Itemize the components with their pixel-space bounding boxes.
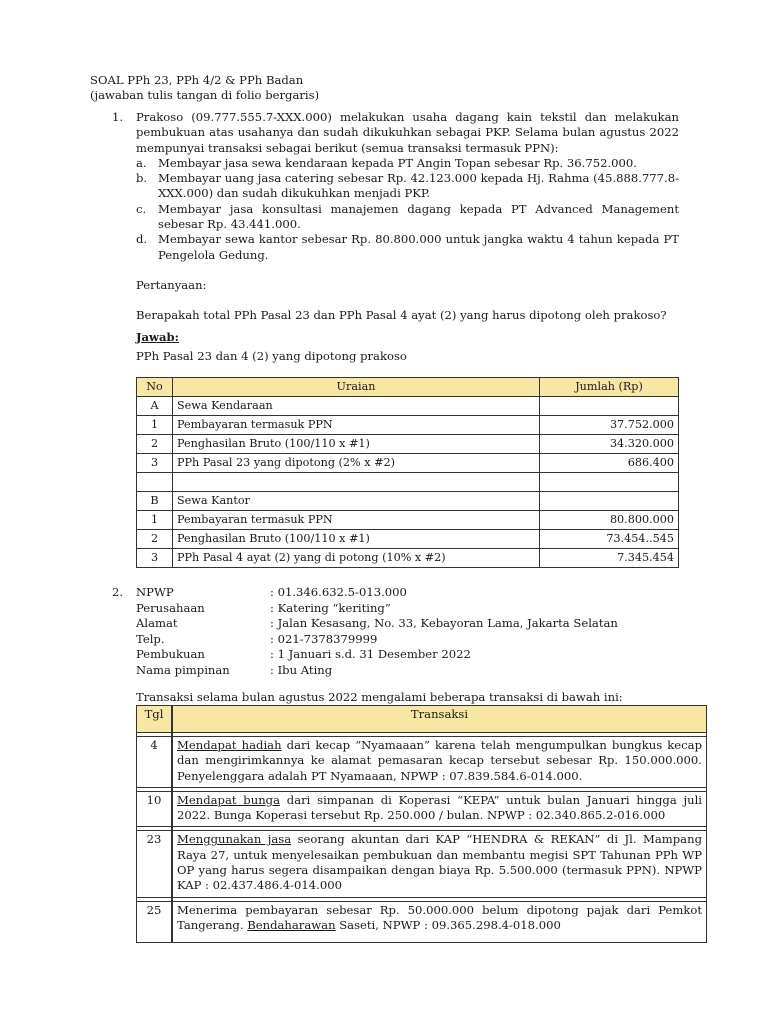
table-cell: [137, 473, 173, 492]
info-key: Pembukuan: [136, 647, 205, 661]
info-key: NPWP: [136, 585, 174, 599]
list-item-label: b.: [136, 171, 148, 186]
table-cell: [172, 901, 707, 943]
transaction-detail: dari simpanan di Koperasi “KEPA” untuk bulan Januari hingga juli 2022. Bunga Koperasi tersebut Rp. 250.000 / bulan. NPWP : 02.340.865.2-016.000: [177, 792, 702, 823]
table-cell: 1: [137, 416, 173, 435]
table-cell: 3: [137, 454, 173, 473]
list-item: [136, 232, 679, 263]
table-header-row: [136, 705, 707, 733]
list-item-text: Membayar jasa konsultasi manajemen dagang kepada PT Advanced Management sebesar Rp. 43.441.000.: [158, 201, 679, 232]
list-item-text: Membayar sewa kantor sebesar Rp. 80.800.000 untuk jangka waktu 4 tahun kepada PT Pengelola Gedung.: [158, 232, 679, 262]
table-cell: Sewa Kantor: [173, 492, 540, 511]
table-cell: A: [137, 397, 173, 416]
table-row: [137, 530, 679, 549]
table-cell: Pembayaran termasuk PPN: [173, 416, 540, 435]
transaction-detail: Menerima pembayaran sebesar Rp. 50.000.000 belum dipotong pajak dari Pemkot Tangerang.: [177, 902, 702, 932]
column-header: Jumlah (Rp): [540, 378, 679, 397]
list-item-label: a.: [136, 155, 147, 170]
column-header: Tgl: [136, 705, 172, 733]
table-cell: Penghasilan Bruto (100/110 x #1): [173, 530, 540, 549]
question-2: [112, 585, 712, 678]
document-header: [90, 73, 690, 104]
list-item-label: c.: [136, 201, 147, 216]
table-cell: 10: [136, 791, 172, 828]
table-cell: 3: [137, 549, 173, 568]
column-header: Uraian: [173, 378, 540, 397]
question-1-body: [136, 110, 679, 364]
table-cell: PPh Pasal 4 ayat (2) yang di potong (10% x #2): [173, 549, 540, 568]
info-row: [112, 647, 712, 663]
list-item-label: d.: [136, 232, 148, 247]
transaction-detail: Saseti, NPWP : 09.365.298.4-018.000: [335, 917, 561, 932]
table-cell: [172, 736, 707, 788]
table-cell: 7.345.454: [540, 549, 679, 568]
table-row: [137, 397, 679, 416]
info-row: [112, 663, 712, 679]
transaction-type: Menggunakan jasa: [177, 832, 292, 847]
table-cell: 2: [137, 435, 173, 454]
answer-table: [136, 377, 679, 568]
answer-label: Jawab:: [136, 329, 179, 344]
info-key: Telp.: [136, 631, 165, 646]
table-cell: [172, 830, 707, 897]
table-cell: [540, 492, 679, 511]
table-row: [137, 454, 679, 473]
info-row: [112, 616, 712, 632]
table-cell: 73.454..545: [540, 530, 679, 549]
table-row: [137, 549, 679, 568]
table-row: [137, 511, 679, 530]
info-value: : 01.346.632.5-013.000: [270, 585, 407, 599]
document-subtitle: (jawaban tulis tangan di folio bergaris): [90, 88, 320, 103]
table-cell: B: [137, 492, 173, 511]
info-value: : Katering “keriting”: [270, 600, 391, 615]
info-row: [112, 632, 712, 648]
table-cell: Penghasilan Bruto (100/110 x #1): [173, 435, 540, 454]
transaction-type: Mendapat bunga: [177, 792, 280, 807]
transaction-detail: dari kecap “Nyamaaan” karena telah mengumpulkan bungkus kecap dan mengirimkannya ke alamat pemasaran kecap tersebut sebesar Rp. 150.000.000. Penyelenggara adalah PT Nyamaaan, NPWP : 07.839.584.6-014.000.: [177, 738, 702, 783]
question-label: Pertanyaan:: [136, 277, 207, 292]
question-number: 2.: [112, 585, 124, 599]
answer-intro: PPh Pasal 23 dan 4 (2) yang dipotong prakoso: [136, 348, 407, 363]
table-cell: [173, 473, 540, 492]
question-number: 1.: [112, 110, 124, 124]
transaction-type: Mendapat hadiah: [177, 738, 282, 752]
table-cell: 686.400: [540, 454, 679, 473]
table-row: [136, 901, 707, 943]
list-item: [136, 171, 679, 202]
table-cell: [540, 397, 679, 416]
table-cell: Sewa Kendaraan: [173, 397, 540, 416]
transactions-table: [136, 705, 707, 943]
info-row: [112, 585, 712, 601]
question-intro: Prakoso (09.777.555.7-XXX.000) melakukan usaha dagang kain tekstil dan melakukan pembukuan atas usahanya dan sudah dikukuhkan sebagai PKP. Selama bulan agustus 2022 mempunyai transaksi sebagai berikut (semua transaksi termasuk PPN):: [136, 110, 679, 155]
table-cell: 1: [137, 511, 173, 530]
transactions-intro: Transaksi selama bulan agustus 2022 mengalami beberapa transaksi di bawah ini:: [136, 690, 623, 704]
info-value: : 021-7378379999: [270, 631, 378, 646]
table-cell: Pembayaran termasuk PPN: [173, 511, 540, 530]
table-header-row: [137, 378, 679, 397]
table-row: [136, 791, 707, 828]
list-item: [136, 202, 679, 233]
info-key: Alamat: [136, 616, 178, 630]
table-cell: 34.320.000: [540, 435, 679, 454]
table-cell: 2: [137, 530, 173, 549]
transaction-type: Bendaharawan: [247, 917, 336, 932]
table-cell: [172, 791, 707, 828]
table-row: [137, 416, 679, 435]
question-text: Berapakah total PPh Pasal 23 dan PPh Pasal 4 ayat (2) yang harus dipotong oleh prakoso?: [136, 308, 667, 323]
list-item-text: Membayar uang jasa catering sebesar Rp. 42.123.000 kepada Hj. Rahma (45.888.777.8-XXX.000) dan sudah dikukuhkan menjadi PKP.: [158, 171, 679, 201]
table-row: [137, 435, 679, 454]
info-value: : 1 Januari s.d. 31 Desember 2022: [270, 647, 471, 661]
table-cell: 23: [136, 830, 172, 897]
document-title: SOAL PPh 23, PPh 4/2 & PPh Badan: [90, 73, 304, 87]
table-cell: 80.800.000: [540, 511, 679, 530]
table-row: [137, 473, 679, 492]
column-header: Transaksi: [172, 705, 707, 733]
list-item-text: Membayar jasa sewa kendaraan kepada PT Angin Topan sebesar Rp. 36.752.000.: [158, 155, 637, 170]
table-cell: 25: [136, 901, 172, 943]
info-key: Perusahaan: [136, 600, 205, 615]
table-cell: 37.752.000: [540, 416, 679, 435]
column-header: No: [137, 378, 173, 397]
info-value: : Ibu Ating: [270, 662, 333, 677]
list-item: [136, 156, 679, 171]
table-cell: [540, 473, 679, 492]
info-key: Nama pimpinan: [136, 662, 230, 677]
table-row: [136, 736, 707, 788]
transaction-detail: seorang akuntan dari KAP “HENDRA & REKAN” di Jl. Mampang Raya 27, untuk menyelesaikan pembukuan dan membantu megisi SPT Tahunan PPh WP OP yang harus segera disampaikan dengan biaya Rp. 5.500.000 (termasuk PPN). NPWP KAP : 02.437.486.4-014.000: [177, 832, 702, 893]
info-row: [112, 601, 712, 617]
table-cell: 4: [136, 736, 172, 788]
table-row: [136, 830, 707, 897]
table-cell: PPh Pasal 23 yang dipotong (2% x #2): [173, 454, 540, 473]
info-value: : Jalan Kesasang, No. 33, Kebayoran Lama, Jakarta Selatan: [270, 616, 618, 630]
table-row: [137, 492, 679, 511]
